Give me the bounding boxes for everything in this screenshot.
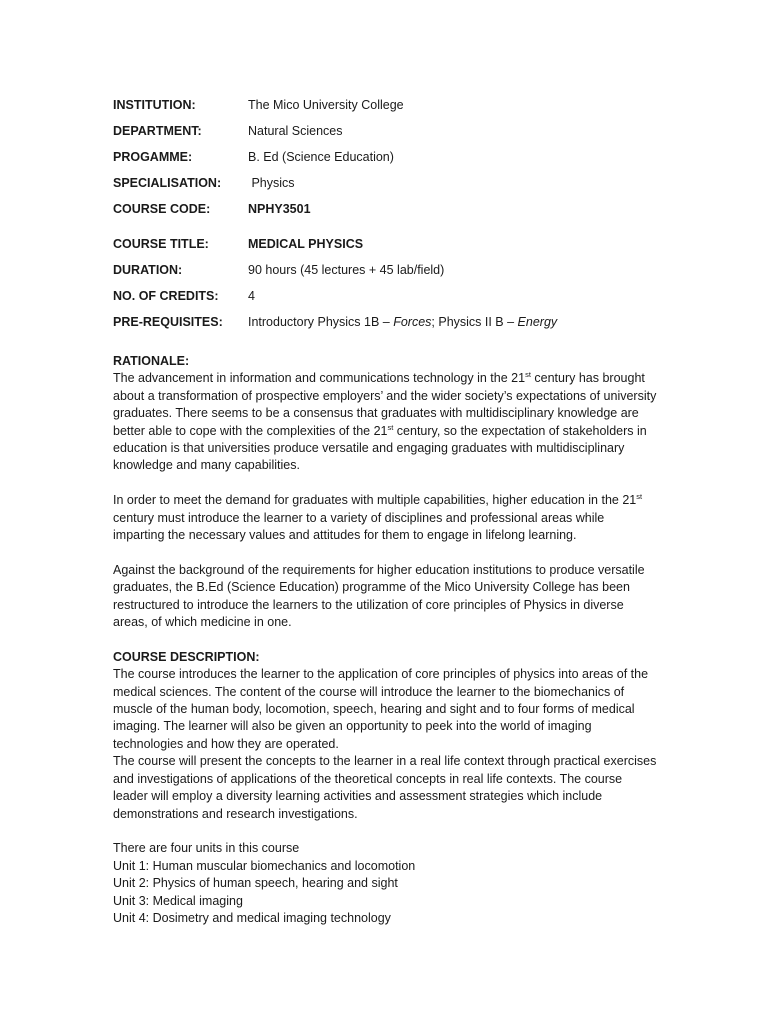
prerequisites-label: PRE-REQUISITES: <box>113 315 223 329</box>
units-intro: There are four units in this course <box>113 841 300 856</box>
rationale-paragraph-3: Against the background of the requirements for higher education institutions to produce versatile graduates, the B.Ed (Science Education) programme of the Mico University College has been restructured to introduce the learners to the utilization of core principles of Physics in diverse areas, of which medicine in one. <box>113 562 645 630</box>
prerequisites-value <box>248 315 557 329</box>
document-page <box>113 92 658 927</box>
rationale-heading: RATIONALE: <box>113 354 190 368</box>
course-title-row <box>113 231 658 257</box>
course-title-label: COURSE TITLE: <box>113 237 209 251</box>
rationale-p2-sup: st <box>636 492 643 502</box>
duration-row <box>113 257 658 283</box>
course-title-value: MEDICAL PHYSICS <box>248 237 364 251</box>
spacer <box>113 335 658 353</box>
rationale-p2-text-b: century must introduce the learner to a variety of disciplines and professional areas while imparting the necessary values and attitudes for them to engage in lifelong learning. <box>113 510 605 543</box>
duration-value: 90 hours (45 lectures + 45 lab/field) <box>248 263 445 277</box>
programme-row <box>113 144 658 170</box>
institution-row <box>113 92 658 118</box>
blank-line <box>113 475 658 492</box>
blank-line <box>113 544 658 561</box>
credits-label: NO. OF CREDITS: <box>113 289 219 303</box>
course-description-heading: COURSE DESCRIPTION: <box>113 649 260 664</box>
rationale-p1-text-a: The advancement in information and communications technology in the 21 <box>113 371 526 386</box>
specialisation-value: Physics <box>248 176 295 190</box>
prerequisites-text-4: Energy <box>517 315 558 329</box>
department-row <box>113 118 658 144</box>
department-value: Natural Sciences <box>248 124 343 138</box>
institution-label: INSTITUTION: <box>113 98 196 112</box>
rationale-p1-text-b: century has brought about a transformation of prospective employers’ and the wider society’s expectations of university graduates. There seems to be a consensus that graduates with multidisciplinary knowledge are better able to cope with the complexities of the 21 <box>113 371 657 438</box>
unit-item: Unit 3: Medical imaging <box>113 893 243 908</box>
programme-label: PROGAMME: <box>113 150 193 164</box>
rationale-paragraph-1 <box>113 370 658 474</box>
course-description-paragraph-1: The course introduces the learner to the application of core principles of physics into areas of the medical sciences. The content of the course will introduce the learner to the biomechanics of muscle of the human body, locomotion, speech, hearing and sight and to four forms of medical imaging. The learner will also be given an opportunity to peek into the world of imaging technologies and how they are operated. <box>113 667 649 751</box>
duration-label: DURATION: <box>113 263 183 277</box>
course-description-paragraph-2: The course will present the concepts to the learner in a real life context through practical exercises and investigations of applications of the theoretical concepts in real life contexts. The course leader will employ a diversity learning activities and assessment strategies which include demonstrations and research investigations. <box>113 754 657 821</box>
rationale-p1-sup-2: st <box>387 422 394 432</box>
prerequisites-row <box>113 309 658 335</box>
credits-value: 4 <box>248 289 255 303</box>
unit-item: Unit 2: Physics of human speech, hearing and sight <box>113 876 398 891</box>
rationale-p2-text-a: In order to meet the demand for graduates with multiple capabilities, higher education in the 21 <box>113 493 637 508</box>
blank-line <box>113 631 658 648</box>
course-code-row <box>113 196 658 222</box>
specialisation-row <box>113 170 658 196</box>
department-label: DEPARTMENT: <box>113 124 202 138</box>
rationale-p1-text-c: century, so the expectation of stakeholders in education is that universities produce versatile and engaging graduates with multidisciplinary knowledge and many capabilities. <box>113 423 647 473</box>
unit-item: Unit 1: Human muscular biomechanics and locomotion <box>113 858 416 873</box>
programme-value: B. Ed (Science Education) <box>248 150 394 164</box>
institution-value: The Mico University College <box>248 98 404 112</box>
blank-line <box>113 823 658 840</box>
rationale-p1-sup-1: st <box>525 370 531 380</box>
rationale-paragraph-2 <box>113 492 658 544</box>
course-code-label: COURSE CODE: <box>113 202 211 216</box>
prerequisites-text-1: Introductory Physics 1B – <box>248 315 394 329</box>
prerequisites-text-2: Forces <box>393 315 432 329</box>
credits-row <box>113 283 658 309</box>
specialisation-label: SPECIALISATION: <box>113 176 222 190</box>
unit-item: Unit 4: Dosimetry and medical imaging technology <box>113 910 391 925</box>
prerequisites-text-3: ; Physics II B – <box>431 315 518 329</box>
course-code-value: NPHY3501 <box>248 202 311 216</box>
